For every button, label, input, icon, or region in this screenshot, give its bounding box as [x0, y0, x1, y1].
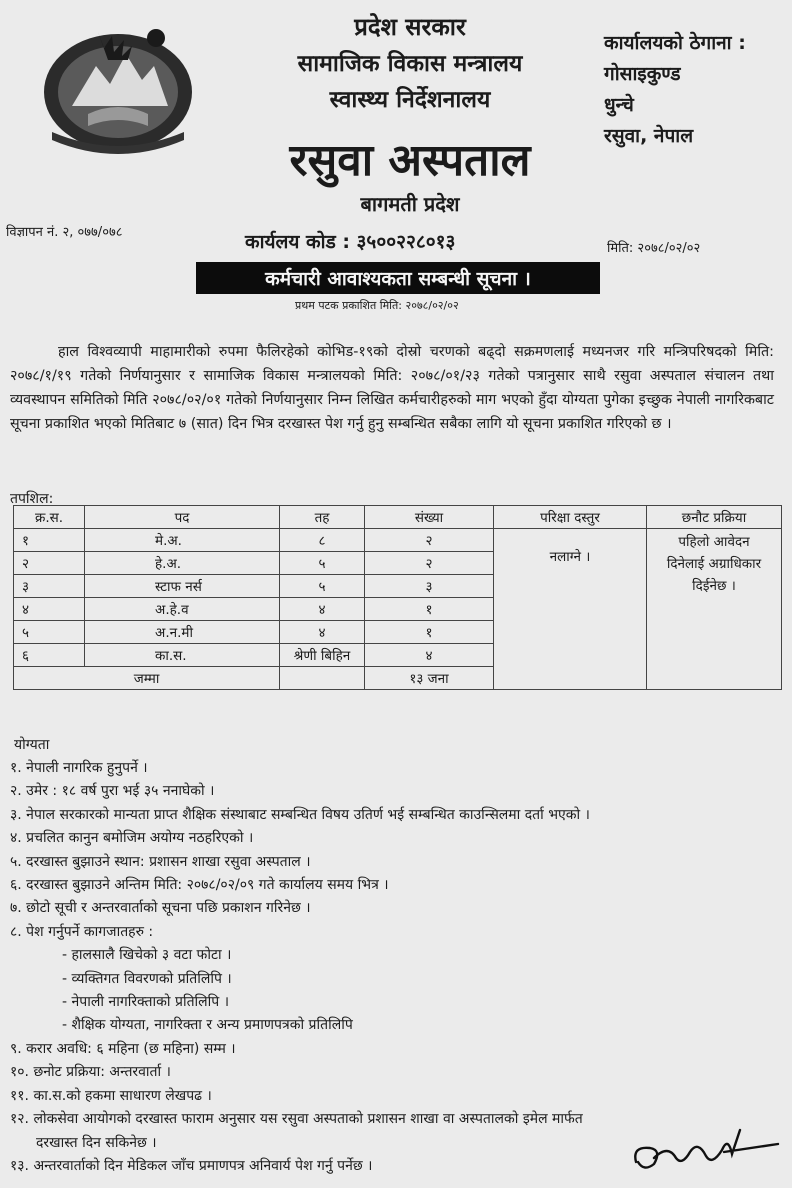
row-level: श्रेणी बिहिन	[280, 644, 365, 667]
qualification-item: ६. दरखास्त बुझाउने अन्तिम मिति: २०७८/०२/०९ गते कार्यालय समय भित्र ।	[10, 877, 389, 894]
notice-date: मिति: २०७८/०२/०२	[607, 241, 701, 256]
row-post: अ.न.मी	[85, 621, 280, 644]
selection-process-line3: दिईनेछ ।	[692, 578, 736, 594]
exam-fee-cell: नलाग्ने ।	[494, 529, 647, 690]
office-address-line2: धुन्चे	[604, 94, 634, 116]
selection-process-line2: दिनेलाई अग्राधिकार	[666, 556, 762, 572]
hospital-name: रसुवा अस्पताल	[289, 135, 531, 186]
total-value: १३ जना	[365, 667, 494, 690]
row-sn: २	[14, 552, 85, 575]
vacancy-table	[13, 505, 782, 690]
row-level: ४	[280, 621, 365, 644]
qualification-item: २. उमेर : १८ वर्ष पुरा भई ३५ ननाघेको ।	[10, 783, 215, 800]
notice-body: हाल विश्वव्यापी माहामारीको रुपमा फैलिरहेको कोभिड-१९को दोस्रो चरणको बढ्दो सक्रमणलाई मध्यनजर गरि मन्त्रिपरिषदको मिति: २०७८/१/१९ गतेको निर्णयानुसार र सामाजिक विकास मन्त्रालयको मिति: २०७८/०१/२३ गतेको पत्रानुसार साथै रसुवा अस्पताल संचालन तथा व्यवस्थापन समितिको मिति २०७८/०२/०१ गतेको निर्णयानुसार निम्न लिखित कर्मचारीहरुको माग भएको हुँदा योग्यता पुगेका इच्छुक नेपाली नागरिकबाट सूचना प्रकाशित भएको मितिबाट ७ (सात) दिन भित्र दरखास्त पेश गर्नु हुनु सम्बन्धित सबैका लागि यो सूचना प्रकाशित गरिएको छ ।	[10, 344, 774, 432]
row-post: अ.हे.व	[85, 598, 280, 621]
notice-title: कर्मचारी आवाश्यकता सम्बन्धी सूचना ।	[265, 268, 531, 290]
row-count: ४	[365, 644, 494, 667]
office-address	[604, 28, 746, 152]
first-published-date: प्रथम पटक प्रकाशित मिति: २०७८/०२/०२	[295, 299, 459, 312]
row-level: ५	[280, 575, 365, 598]
row-sn: ३	[14, 575, 85, 598]
nepal-emblem-icon	[38, 14, 198, 154]
qualification-item: ३. नेपाल सरकारको मान्यता प्राप्त शैक्षिक संस्थाबाट सम्बन्धित विषय उतिर्ण भई सम्बन्धित काउन्सिलमा दर्ता भएको ।	[10, 806, 590, 823]
qualification-item: १३. अन्तरवार्ताको दिन मेडिकल जाँच प्रमाणपत्र अनिवार्य पेश गर्नु पर्नेछ ।	[10, 1157, 373, 1174]
office-address-line1: गोसाइकुण्ड	[604, 63, 681, 85]
required-document-item: - व्यक्तिगत विवरणको प्रतिलिपि ।	[62, 970, 232, 987]
row-count: ३	[365, 575, 494, 598]
col-header-sn: क्र.स.	[14, 506, 85, 529]
row-post: स्टाफ नर्स	[85, 575, 280, 598]
office-address-line3: रसुवा, नेपाल	[604, 125, 694, 147]
row-level: ४	[280, 598, 365, 621]
qualification-item: ४. प्रचलित कानुन बमोजिम अयोग्य नठहरिएको ।	[10, 830, 254, 847]
province-name: बागमती प्रदेश	[360, 192, 460, 216]
directorate-title: स्वास्थ्य निर्देशनालय	[329, 87, 491, 113]
qualification-item: ८. पेश गर्नुपर्ने कागजातहरु :	[10, 923, 154, 940]
row-count: १	[365, 621, 494, 644]
qualification-item: १०. छनोट प्रक्रिया: अन्तरवार्ता ।	[10, 1064, 171, 1081]
row-post: हे.अ.	[85, 552, 280, 575]
qualifications-list	[10, 757, 780, 1178]
qualification-item: १२. लोकसेवा आयोगको दरखास्त फाराम अनुसार यस रसुवा अस्पताको प्रशासन शाखा वा अस्पतालको इमेल मार्फत	[10, 1111, 583, 1128]
col-header-exam-fee: परिक्षा दस्तुर	[494, 506, 647, 529]
table-header-row	[14, 506, 782, 529]
row-post: का.स.	[85, 644, 280, 667]
col-header-selection-process: छनौट प्रक्रिया	[647, 506, 782, 529]
required-document-item: - हालसालै खिचेको ३ वटा फोटा ।	[62, 947, 232, 964]
col-header-post: पद	[85, 506, 280, 529]
advertisement-number: विज्ञापन नं. २, ०७७/०७८	[6, 225, 123, 240]
qualification-item: १. नेपाली नागरिक हुनुपर्ने ।	[10, 760, 148, 776]
office-address-label: कार्यालयको ठेगाना :	[604, 32, 746, 54]
signature-icon	[628, 1122, 792, 1182]
row-sn: ६	[14, 644, 85, 667]
row-count: २	[365, 552, 494, 575]
selection-process-line1: पहिलो आवेदन	[678, 534, 750, 550]
qualification-item-continuation: दरखास्त दिन सकिनेछ ।	[36, 1134, 157, 1151]
row-sn: १	[14, 529, 85, 552]
office-code: कार्यलय कोड : ३५००२२८०१३	[245, 231, 456, 253]
row-sn: ५	[14, 621, 85, 644]
table-row	[14, 529, 782, 552]
govt-title: प्रदेश सरकार	[354, 13, 466, 41]
qualification-item: ७. छोटो सूची र अन्तरवार्ताको सूचना पछि प्रकाशन गरिनेछ ।	[10, 900, 311, 917]
total-label: जम्मा	[14, 667, 280, 690]
ministry-title: सामाजिक विकास मन्त्रालय	[297, 51, 523, 77]
row-count: १	[365, 598, 494, 621]
row-sn: ४	[14, 598, 85, 621]
qualification-item: ५. दरखास्त बुझाउने स्थान: प्रशासन शाखा रसुवा अस्पताल ।	[10, 853, 311, 870]
table-label: तपशिल:	[10, 491, 54, 507]
required-document-item: - नेपाली नागरिक्ताको प्रतिलिपि ।	[62, 994, 230, 1011]
row-post: मे.अ.	[85, 529, 280, 552]
required-document-item: - शैक्षिक योग्यता, नागरिक्ता र अन्य प्रमाणपत्रको प्रतिलिपि	[62, 1017, 353, 1034]
qualifications-heading: योग्यता	[14, 737, 50, 753]
row-count: २	[365, 529, 494, 552]
row-level: ५	[280, 552, 365, 575]
qualification-item: ९. करार अवधि: ६ महिना (छ महिना) सम्म ।	[10, 1040, 236, 1057]
qualification-item: ११. का.स.को हकमा साधारण लेखपढ ।	[10, 1087, 212, 1104]
total-level-empty	[280, 667, 365, 690]
col-header-count: संख्या	[365, 506, 494, 529]
selection-process-cell	[647, 529, 782, 690]
notice-title-bar	[196, 262, 600, 294]
row-level: ८	[280, 529, 365, 552]
col-header-level: तह	[280, 506, 365, 529]
